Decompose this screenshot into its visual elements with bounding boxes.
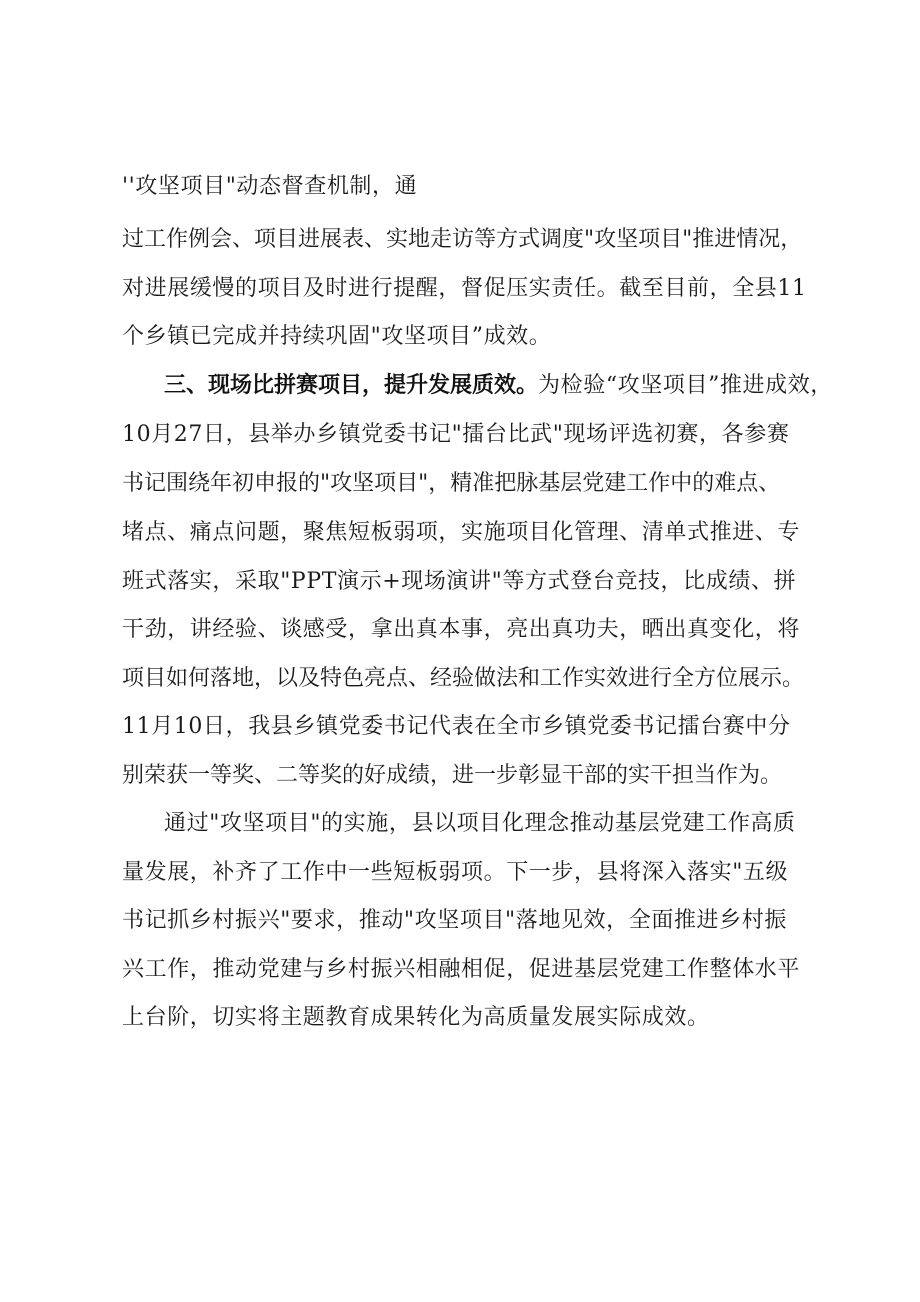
paragraph-3-line-2: 量发展，补齐了工作中一些短板弱项。下一步，县将深入落实"五级 xyxy=(122,860,789,885)
paragraph-3-line-5: 上台阶，切实将主题教育成果转化为高质量发展实际成效。 xyxy=(122,1005,710,1030)
paragraph-2-line-7: 项目如何落地，以及特色亮点、经验做法和工作实效进行全方位展示。 xyxy=(122,666,805,691)
paragraph-2-line-6: 干劲，讲经验、谈感受，拿出真本事，亮出真功夫，晒出真变化，将 xyxy=(122,617,801,642)
paragraph-3-line-1: 通过"攻坚项目"的实施，县以项目化理念推动基层党建工作高质 xyxy=(164,811,796,836)
paragraph-2-line-3: 书记围绕年初申报的"攻坚项目"，精准把脉基层党建工作中的难点、 xyxy=(122,471,781,496)
paragraph-1-line-2: 对进展缓慢的项目及时进行提醒，督促压实责任。截至目前，全县11 xyxy=(122,276,807,301)
paragraph-2-line-2: 10月27日，县举办乡镇党委书记"擂台比武"现场评选初赛，各参赛 xyxy=(122,422,790,447)
paragraph-3-line-3: 书记抓乡村振兴"要求，推动"攻坚项目"落地见效，全面推进乡村振 xyxy=(122,908,787,933)
paragraph-1-line-1: 过工作例会、项目进展表、实地走访等方式调度"攻坚项目"推进情况， xyxy=(122,227,803,252)
section-heading: 三、现场比拼赛项目，提升发展质效。 xyxy=(164,373,539,398)
section-heading-continuation: 为检验“攻坚项目”推进成效， xyxy=(538,373,833,398)
paragraph-2-line-4: 堵点、痛点问题，聚焦短板弱项，实施项目化管理、清单式推进、专 xyxy=(122,520,801,545)
paragraph-3-line-4: 兴工作，推动党建与乡村振兴相融相促，促进基层党建工作整体水平 xyxy=(122,957,801,982)
paragraph-2-first-line xyxy=(164,371,833,401)
paragraph-1-line-3: 个乡镇已完成并持续巩固"攻坚项目”成效。 xyxy=(122,324,552,349)
paragraph-2-line-5: 班式落实，采取"PPT演示+现场演讲"等方式登台竞技，比成绩、拼 xyxy=(122,569,797,594)
top-fragment-line: ''攻坚项目"动态督查机制，通 xyxy=(122,174,418,199)
paragraph-2-line-9: 别荣获一等奖、二等奖的好成绩，进一步彰显干部的实干担当作为。 xyxy=(122,763,783,788)
paragraph-2-line-8: 11月10日，我县乡镇党委书记代表在全市乡镇党委书记擂台赛中分 xyxy=(122,714,791,739)
